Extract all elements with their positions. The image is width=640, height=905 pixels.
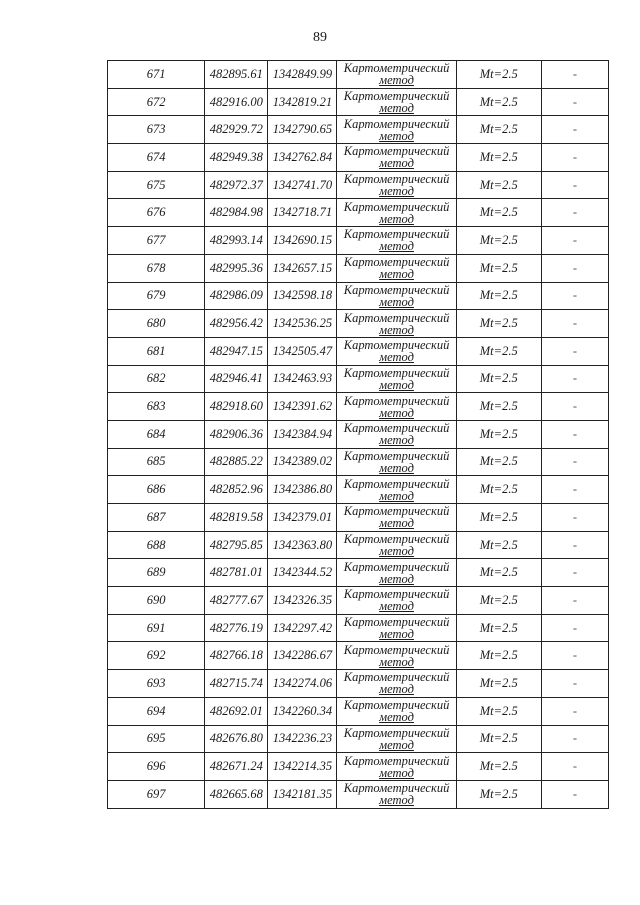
method-line-1: Картометрический xyxy=(343,144,450,159)
method-cell xyxy=(337,587,456,615)
y-coordinate-cell: 1342657.15 xyxy=(268,254,337,282)
description-cell: - xyxy=(541,365,608,393)
x-coordinate-cell: 482852.96 xyxy=(205,476,268,504)
method-cell xyxy=(337,420,456,448)
coordinates-table-body xyxy=(108,61,609,809)
x-coordinate-cell: 482895.61 xyxy=(205,61,268,89)
accuracy-cell: Mt=2.5 xyxy=(456,697,541,725)
table-row xyxy=(108,670,609,698)
table-row xyxy=(108,337,609,365)
method-cell xyxy=(337,254,456,282)
y-coordinate-cell: 1342849.99 xyxy=(268,61,337,89)
table-row xyxy=(108,531,609,559)
point-number-cell: 697 xyxy=(108,780,205,808)
point-number-cell: 685 xyxy=(108,448,205,476)
accuracy-cell: Mt=2.5 xyxy=(456,199,541,227)
y-coordinate-cell: 1342363.80 xyxy=(268,531,337,559)
method-cell xyxy=(337,61,456,89)
point-number-cell: 677 xyxy=(108,227,205,255)
method-line-2: метод xyxy=(379,101,414,116)
point-number-cell: 688 xyxy=(108,531,205,559)
description-cell: - xyxy=(541,310,608,338)
table-row xyxy=(108,587,609,615)
x-coordinate-cell: 482766.18 xyxy=(205,642,268,670)
description-cell: - xyxy=(541,227,608,255)
x-coordinate-cell: 482692.01 xyxy=(205,697,268,725)
y-coordinate-cell: 1342391.62 xyxy=(268,393,337,421)
method-line-2: метод xyxy=(379,516,414,531)
method-line-1: Картометрический xyxy=(343,61,450,76)
x-coordinate-cell: 482986.09 xyxy=(205,282,268,310)
method-line-2: метод xyxy=(379,793,414,808)
method-line-1: Картометрический xyxy=(343,559,450,574)
method-line-1: Картометрический xyxy=(343,587,450,602)
accuracy-cell: Mt=2.5 xyxy=(456,144,541,172)
point-number-cell: 673 xyxy=(108,116,205,144)
method-line-1: Картометрический xyxy=(343,338,450,353)
method-cell xyxy=(337,670,456,698)
description-cell: - xyxy=(541,448,608,476)
y-coordinate-cell: 1342297.42 xyxy=(268,614,337,642)
table-row xyxy=(108,753,609,781)
method-cell xyxy=(337,116,456,144)
method-line-1: Картометрический xyxy=(343,116,450,131)
table-row xyxy=(108,504,609,532)
y-coordinate-cell: 1342598.18 xyxy=(268,282,337,310)
description-cell: - xyxy=(541,753,608,781)
method-line-1: Картометрический xyxy=(343,725,450,740)
accuracy-cell: Mt=2.5 xyxy=(456,753,541,781)
description-cell: - xyxy=(541,504,608,532)
method-cell xyxy=(337,199,456,227)
accuracy-cell: Mt=2.5 xyxy=(456,116,541,144)
method-line-1: Картометрический xyxy=(343,227,450,242)
x-coordinate-cell: 482715.74 xyxy=(205,670,268,698)
point-number-cell: 684 xyxy=(108,420,205,448)
method-cell xyxy=(337,559,456,587)
x-coordinate-cell: 482781.01 xyxy=(205,559,268,587)
table-row xyxy=(108,88,609,116)
method-cell xyxy=(337,144,456,172)
point-number-cell: 671 xyxy=(108,61,205,89)
y-coordinate-cell: 1342790.65 xyxy=(268,116,337,144)
method-line-2: метод xyxy=(379,239,414,254)
method-cell xyxy=(337,171,456,199)
accuracy-cell: Mt=2.5 xyxy=(456,254,541,282)
table-row xyxy=(108,393,609,421)
accuracy-cell: Mt=2.5 xyxy=(456,670,541,698)
accuracy-cell: Mt=2.5 xyxy=(456,282,541,310)
method-line-2: метод xyxy=(379,322,414,337)
method-line-2: метод xyxy=(379,433,414,448)
y-coordinate-cell: 1342690.15 xyxy=(268,227,337,255)
y-coordinate-cell: 1342236.23 xyxy=(268,725,337,753)
table-row xyxy=(108,448,609,476)
method-line-2: метод xyxy=(379,599,414,614)
method-line-2: метод xyxy=(379,544,414,559)
x-coordinate-cell: 482671.24 xyxy=(205,753,268,781)
table-row xyxy=(108,365,609,393)
coordinates-table xyxy=(107,60,609,809)
table-row xyxy=(108,310,609,338)
method-cell xyxy=(337,227,456,255)
method-line-2: метод xyxy=(379,460,414,475)
table-row xyxy=(108,642,609,670)
method-line-1: Картометрический xyxy=(343,448,450,463)
y-coordinate-cell: 1342536.25 xyxy=(268,310,337,338)
y-coordinate-cell: 1342181.35 xyxy=(268,780,337,808)
point-number-cell: 695 xyxy=(108,725,205,753)
table-row xyxy=(108,116,609,144)
table-row xyxy=(108,614,609,642)
y-coordinate-cell: 1342463.93 xyxy=(268,365,337,393)
table-row xyxy=(108,780,609,808)
description-cell: - xyxy=(541,199,608,227)
x-coordinate-cell: 482993.14 xyxy=(205,227,268,255)
method-line-1: Картометрический xyxy=(343,310,450,325)
method-line-1: Картометрический xyxy=(343,753,450,768)
point-number-cell: 687 xyxy=(108,504,205,532)
method-line-1: Картометрический xyxy=(343,642,450,657)
page-number: 89 xyxy=(313,30,327,45)
y-coordinate-cell: 1342274.06 xyxy=(268,670,337,698)
description-cell: - xyxy=(541,587,608,615)
accuracy-cell: Mt=2.5 xyxy=(456,88,541,116)
x-coordinate-cell: 482916.00 xyxy=(205,88,268,116)
method-line-2: метод xyxy=(379,737,414,752)
method-line-2: метод xyxy=(379,377,414,392)
method-line-1: Картометрический xyxy=(343,172,450,187)
method-cell xyxy=(337,448,456,476)
y-coordinate-cell: 1342718.71 xyxy=(268,199,337,227)
method-cell xyxy=(337,531,456,559)
accuracy-cell: Mt=2.5 xyxy=(456,476,541,504)
description-cell: - xyxy=(541,476,608,504)
y-coordinate-cell: 1342379.01 xyxy=(268,504,337,532)
description-cell: - xyxy=(541,642,608,670)
method-cell xyxy=(337,282,456,310)
point-number-cell: 692 xyxy=(108,642,205,670)
method-line-1: Картометрический xyxy=(343,255,450,270)
table-row xyxy=(108,254,609,282)
description-cell: - xyxy=(541,116,608,144)
method-cell xyxy=(337,614,456,642)
x-coordinate-cell: 482676.80 xyxy=(205,725,268,753)
x-coordinate-cell: 482777.67 xyxy=(205,587,268,615)
description-cell: - xyxy=(541,531,608,559)
point-number-cell: 683 xyxy=(108,393,205,421)
x-coordinate-cell: 482972.37 xyxy=(205,171,268,199)
method-line-2: метод xyxy=(379,710,414,725)
method-line-2: метод xyxy=(379,682,414,697)
method-line-2: метод xyxy=(379,73,414,88)
method-line-1: Картометрический xyxy=(343,615,450,630)
method-cell xyxy=(337,393,456,421)
accuracy-cell: Mt=2.5 xyxy=(456,420,541,448)
description-cell: - xyxy=(541,144,608,172)
method-line-1: Картометрический xyxy=(343,393,450,408)
point-number-cell: 679 xyxy=(108,282,205,310)
x-coordinate-cell: 482949.38 xyxy=(205,144,268,172)
x-coordinate-cell: 482795.85 xyxy=(205,531,268,559)
description-cell: - xyxy=(541,614,608,642)
x-coordinate-cell: 482956.42 xyxy=(205,310,268,338)
method-cell xyxy=(337,337,456,365)
accuracy-cell: Mt=2.5 xyxy=(456,780,541,808)
table-row xyxy=(108,144,609,172)
x-coordinate-cell: 482995.36 xyxy=(205,254,268,282)
y-coordinate-cell: 1342384.94 xyxy=(268,420,337,448)
point-number-cell: 674 xyxy=(108,144,205,172)
description-cell: - xyxy=(541,559,608,587)
accuracy-cell: Mt=2.5 xyxy=(456,171,541,199)
accuracy-cell: Mt=2.5 xyxy=(456,448,541,476)
x-coordinate-cell: 482665.68 xyxy=(205,780,268,808)
method-line-2: метод xyxy=(379,267,414,282)
point-number-cell: 691 xyxy=(108,614,205,642)
description-cell: - xyxy=(541,337,608,365)
method-line-1: Картометрический xyxy=(343,421,450,436)
accuracy-cell: Mt=2.5 xyxy=(456,337,541,365)
method-cell xyxy=(337,697,456,725)
point-number-cell: 689 xyxy=(108,559,205,587)
accuracy-cell: Mt=2.5 xyxy=(456,227,541,255)
method-line-2: метод xyxy=(379,128,414,143)
method-cell xyxy=(337,88,456,116)
method-line-1: Картометрический xyxy=(343,504,450,519)
method-line-2: метод xyxy=(379,405,414,420)
point-number-cell: 675 xyxy=(108,171,205,199)
y-coordinate-cell: 1342214.35 xyxy=(268,753,337,781)
accuracy-cell: Mt=2.5 xyxy=(456,365,541,393)
table-row xyxy=(108,559,609,587)
table-row xyxy=(108,282,609,310)
x-coordinate-cell: 482906.36 xyxy=(205,420,268,448)
x-coordinate-cell: 482776.19 xyxy=(205,614,268,642)
method-line-2: метод xyxy=(379,765,414,780)
method-line-1: Картометрический xyxy=(343,199,450,214)
point-number-cell: 693 xyxy=(108,670,205,698)
point-number-cell: 694 xyxy=(108,697,205,725)
x-coordinate-cell: 482946.41 xyxy=(205,365,268,393)
table-row xyxy=(108,199,609,227)
accuracy-cell: Mt=2.5 xyxy=(456,587,541,615)
y-coordinate-cell: 1342819.21 xyxy=(268,88,337,116)
table-row xyxy=(108,725,609,753)
table-row xyxy=(108,697,609,725)
accuracy-cell: Mt=2.5 xyxy=(456,725,541,753)
method-line-1: Картометрический xyxy=(343,532,450,547)
method-line-1: Картометрический xyxy=(343,698,450,713)
x-coordinate-cell: 482918.60 xyxy=(205,393,268,421)
description-cell: - xyxy=(541,88,608,116)
x-coordinate-cell: 482984.98 xyxy=(205,199,268,227)
method-cell xyxy=(337,504,456,532)
method-line-2: метод xyxy=(379,211,414,226)
y-coordinate-cell: 1342386.80 xyxy=(268,476,337,504)
description-cell: - xyxy=(541,254,608,282)
point-number-cell: 678 xyxy=(108,254,205,282)
method-cell xyxy=(337,725,456,753)
table-row xyxy=(108,61,609,89)
accuracy-cell: Mt=2.5 xyxy=(456,504,541,532)
point-number-cell: 690 xyxy=(108,587,205,615)
description-cell: - xyxy=(541,282,608,310)
accuracy-cell: Mt=2.5 xyxy=(456,310,541,338)
point-number-cell: 680 xyxy=(108,310,205,338)
point-number-cell: 696 xyxy=(108,753,205,781)
accuracy-cell: Mt=2.5 xyxy=(456,531,541,559)
point-number-cell: 686 xyxy=(108,476,205,504)
method-cell xyxy=(337,642,456,670)
table-row xyxy=(108,476,609,504)
table-row xyxy=(108,420,609,448)
x-coordinate-cell: 482947.15 xyxy=(205,337,268,365)
method-line-2: метод xyxy=(379,294,414,309)
method-line-2: метод xyxy=(379,350,414,365)
x-coordinate-cell: 482929.72 xyxy=(205,116,268,144)
point-number-cell: 676 xyxy=(108,199,205,227)
description-cell: - xyxy=(541,420,608,448)
method-line-2: метод xyxy=(379,627,414,642)
method-line-1: Картометрический xyxy=(343,282,450,297)
method-line-1: Картометрический xyxy=(343,670,450,685)
description-cell: - xyxy=(541,697,608,725)
y-coordinate-cell: 1342344.52 xyxy=(268,559,337,587)
y-coordinate-cell: 1342741.70 xyxy=(268,171,337,199)
accuracy-cell: Mt=2.5 xyxy=(456,61,541,89)
method-line-1: Картометрический xyxy=(343,89,450,104)
accuracy-cell: Mt=2.5 xyxy=(456,559,541,587)
y-coordinate-cell: 1342286.67 xyxy=(268,642,337,670)
y-coordinate-cell: 1342260.34 xyxy=(268,697,337,725)
y-coordinate-cell: 1342762.84 xyxy=(268,144,337,172)
method-line-2: метод xyxy=(379,156,414,171)
description-cell: - xyxy=(541,171,608,199)
method-line-1: Картометрический xyxy=(343,476,450,491)
point-number-cell: 682 xyxy=(108,365,205,393)
method-cell xyxy=(337,365,456,393)
accuracy-cell: Mt=2.5 xyxy=(456,642,541,670)
table-row xyxy=(108,227,609,255)
description-cell: - xyxy=(541,725,608,753)
accuracy-cell: Mt=2.5 xyxy=(456,614,541,642)
method-line-2: метод xyxy=(379,184,414,199)
x-coordinate-cell: 482819.58 xyxy=(205,504,268,532)
method-line-2: метод xyxy=(379,654,414,669)
x-coordinate-cell: 482885.22 xyxy=(205,448,268,476)
y-coordinate-cell: 1342389.02 xyxy=(268,448,337,476)
point-number-cell: 681 xyxy=(108,337,205,365)
method-line-1: Картометрический xyxy=(343,365,450,380)
method-cell xyxy=(337,780,456,808)
table-row xyxy=(108,171,609,199)
method-line-2: метод xyxy=(379,571,414,586)
method-cell xyxy=(337,310,456,338)
point-number-cell: 672 xyxy=(108,88,205,116)
description-cell: - xyxy=(541,393,608,421)
description-cell: - xyxy=(541,780,608,808)
method-line-1: Картометрический xyxy=(343,781,450,796)
y-coordinate-cell: 1342326.35 xyxy=(268,587,337,615)
description-cell: - xyxy=(541,670,608,698)
method-cell xyxy=(337,476,456,504)
accuracy-cell: Mt=2.5 xyxy=(456,393,541,421)
description-cell: - xyxy=(541,61,608,89)
method-cell xyxy=(337,753,456,781)
y-coordinate-cell: 1342505.47 xyxy=(268,337,337,365)
method-line-2: метод xyxy=(379,488,414,503)
